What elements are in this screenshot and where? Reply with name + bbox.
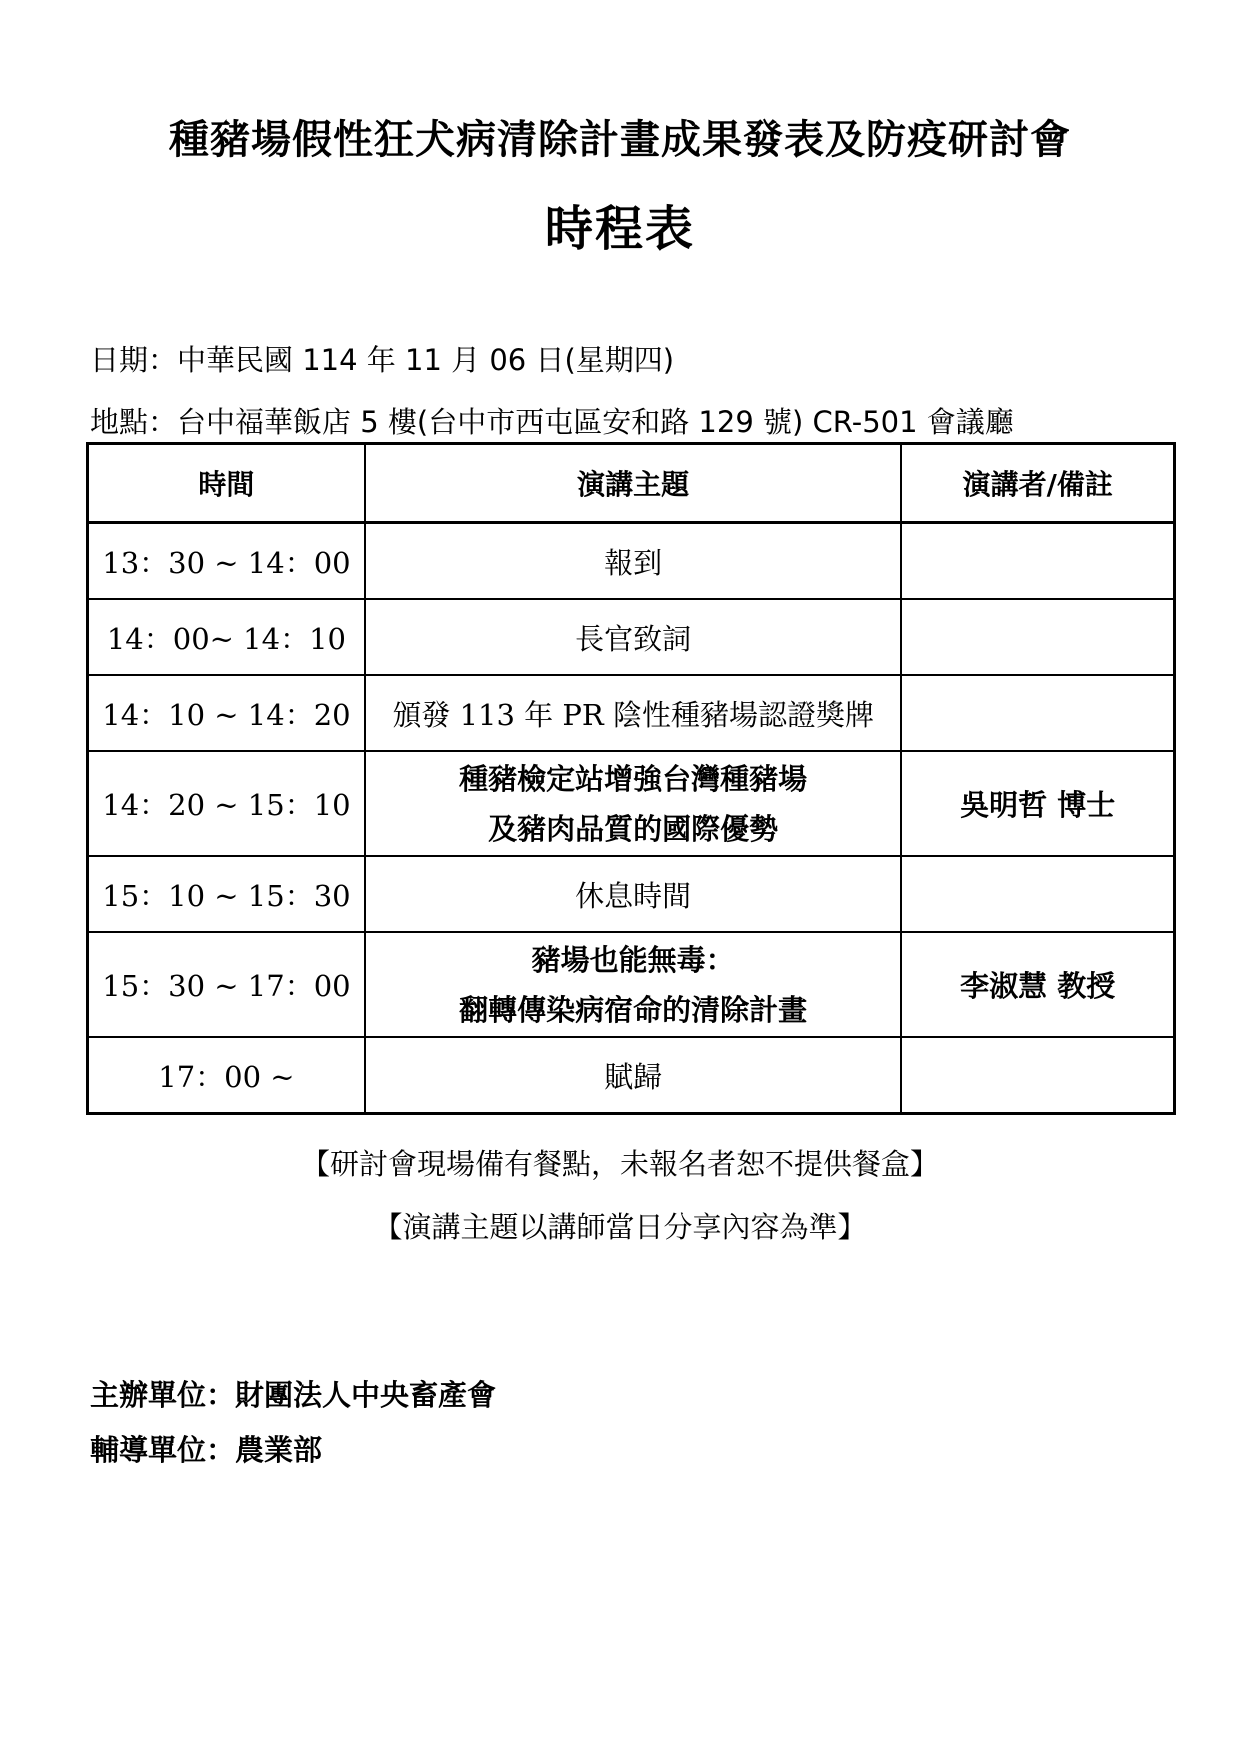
header-time: 時間 <box>88 444 365 523</box>
header-speaker: 演講者/備註 <box>901 444 1174 523</box>
topic-line: 休息時間 <box>575 878 692 913</box>
row-time: 15：10 ~ 15：30 <box>88 856 365 932</box>
topic-line: 及豬肉品質的國際優勢 <box>488 811 779 846</box>
document-title: 種豬場假性狂犬病清除計畫成果發表及防疫研討會 <box>169 117 1071 163</box>
topic-line: 長官致詞 <box>575 621 692 656</box>
document-subtitle: 時程表 <box>544 201 695 257</box>
schedule-header-row <box>88 444 1175 523</box>
row-time: 15：30 ~ 17：00 <box>88 932 365 1037</box>
row-speaker <box>901 1037 1174 1114</box>
topic-line: 賦歸 <box>604 1059 663 1094</box>
row-time: 14：00~ 14：10 <box>88 599 365 675</box>
row-topic <box>365 523 902 600</box>
row-speaker <box>901 523 1174 600</box>
row-topic <box>365 599 902 675</box>
row-speaker: 李淑慧 教授 <box>901 932 1174 1037</box>
header-topic: 演講主題 <box>365 444 902 523</box>
table-row <box>88 1037 1175 1114</box>
row-time: 14：10 ~ 14：20 <box>88 675 365 751</box>
meal-notice: 【研討會現場備有餐點，未報名者恕不提供餐盒】 <box>300 1147 939 1181</box>
row-topic <box>365 751 902 856</box>
topic-line: 種豬檢定站增強台灣種豬場 <box>459 761 808 796</box>
event-venue: 地點：台中福華飯店 5 樓(台中市西屯區安和路 129 號) CR-501 會議廳 <box>90 405 1014 439</box>
row-topic <box>365 856 902 932</box>
row-topic <box>365 932 902 1037</box>
topic-line: 豬場也能無毒： <box>531 942 735 977</box>
table-row <box>88 599 1175 675</box>
topic-notice: 【演講主題以講師當日分享內容為準】 <box>373 1210 867 1244</box>
table-row <box>88 523 1175 600</box>
row-speaker <box>901 599 1174 675</box>
topic-line: 翻轉傳染病宿命的清除計畫 <box>459 992 808 1027</box>
row-time: 13：30 ~ 14：00 <box>88 523 365 600</box>
row-time: 14：20 ~ 15：10 <box>88 751 365 856</box>
row-topic <box>365 675 902 751</box>
topic-line: 頒發 113 年 PR 陰性種豬場認證獎牌 <box>392 697 874 732</box>
topic-line: 報到 <box>604 545 663 580</box>
row-topic <box>365 1037 902 1114</box>
schedule-table <box>86 442 1176 1115</box>
row-speaker <box>901 856 1174 932</box>
table-row <box>88 675 1175 751</box>
table-row <box>88 856 1175 932</box>
table-row <box>88 932 1175 1037</box>
host-organizer: 主辦單位：財團法人中央畜產會 <box>90 1378 497 1412</box>
row-speaker <box>901 675 1174 751</box>
table-row <box>88 751 1175 856</box>
advisor-organizer: 輔導單位：農業部 <box>90 1433 323 1467</box>
row-time: 17：00 ~ <box>88 1037 365 1114</box>
row-speaker: 吳明哲 博士 <box>901 751 1174 856</box>
event-date: 日期：中華民國 114 年 11 月 06 日(星期四) <box>90 343 675 377</box>
